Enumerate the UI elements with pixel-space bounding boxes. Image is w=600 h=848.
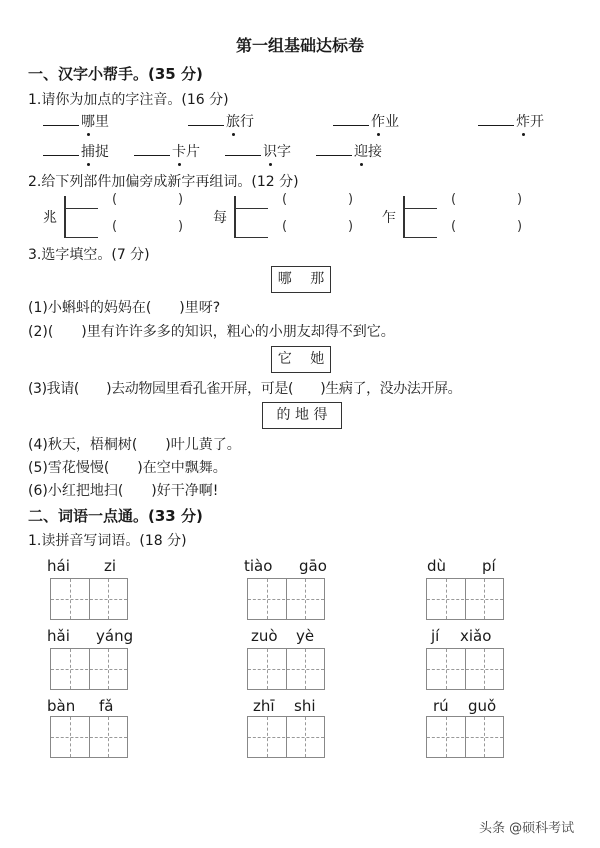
- answer-blank[interactable]: [236, 208, 268, 209]
- dotted-char: 旅: [226, 111, 240, 131]
- word-rest: 字: [277, 144, 291, 160]
- brace-icon: [403, 196, 405, 238]
- answer-blank[interactable]: [405, 208, 437, 209]
- watermark: 头条 @硕科考试: [479, 821, 575, 836]
- answer-blank[interactable]: [236, 237, 268, 238]
- q2-label: 2.给下列部件加偏旁成新字再组词。(12 分): [28, 174, 299, 190]
- word-rest: 业: [385, 114, 399, 130]
- part1-heading: 一、汉字小帮手。(35 分): [28, 65, 203, 83]
- paren-close: ): [178, 192, 184, 207]
- dotted-char: 捕: [81, 141, 95, 161]
- pinyin-item: [134, 141, 200, 161]
- sentence: (2)( )里有许许多多的知识，粗心的小朋友却得不到它。: [28, 324, 395, 340]
- answer-blank[interactable]: [66, 237, 98, 238]
- pinyin: bàn: [47, 697, 76, 715]
- pinyin: shi: [294, 697, 316, 715]
- dotted-char: 炸: [516, 111, 530, 131]
- sentence: (5)雪花慢慢( )在空中飘舞。: [28, 460, 227, 476]
- answer-blank[interactable]: [316, 141, 352, 156]
- radical-part: 兆: [43, 210, 57, 226]
- option-box: 的 地 得: [262, 402, 342, 429]
- word-rest: 开: [530, 114, 544, 130]
- sentence: (6)小红把地扫( )好干净啊!: [28, 483, 219, 499]
- writing-grid[interactable]: [247, 648, 325, 690]
- radical-part: 每: [213, 210, 227, 226]
- pinyin: zuò: [251, 627, 278, 645]
- pinyin: rú: [433, 697, 449, 715]
- q3-label: 3.选字填空。(7 分): [28, 247, 150, 263]
- answer-blank[interactable]: [405, 237, 437, 238]
- word-rest: 片: [186, 144, 200, 160]
- dotted-char: 识: [263, 141, 277, 161]
- pinyin: xiǎo: [460, 627, 492, 645]
- pinyin-item: [225, 141, 291, 161]
- pinyin: zi: [104, 557, 117, 575]
- brace-icon: [234, 196, 236, 238]
- pinyin-item: [43, 111, 109, 131]
- pinyin-item: [478, 111, 544, 131]
- paren-close: ): [348, 219, 354, 234]
- paren-close: ): [517, 219, 523, 234]
- answer-blank[interactable]: [478, 111, 514, 126]
- pinyin: fǎ: [99, 697, 114, 715]
- dotted-char: 迎: [354, 141, 368, 161]
- pinyin-item: [188, 111, 254, 131]
- word-rest: 行: [240, 114, 254, 130]
- writing-grid[interactable]: [50, 648, 128, 690]
- answer-blank[interactable]: [134, 141, 170, 156]
- dotted-char: 卡: [172, 141, 186, 161]
- paren-close: ): [178, 219, 184, 234]
- writing-grid[interactable]: [247, 716, 325, 758]
- writing-grid[interactable]: [247, 578, 325, 620]
- option-box: 它 她: [271, 346, 331, 373]
- word-rest: 捉: [95, 144, 109, 160]
- pinyin: pí: [482, 557, 496, 575]
- answer-blank[interactable]: [66, 208, 98, 209]
- pinyin-item: [333, 111, 399, 131]
- pinyin: hái: [47, 557, 70, 575]
- page-title: 第一组基础达标卷: [235, 36, 364, 55]
- pinyin: yè: [296, 627, 315, 645]
- brace-icon: [64, 196, 66, 238]
- answer-blank[interactable]: [188, 111, 224, 126]
- word-rest: 里: [95, 114, 109, 130]
- pinyin-item: [43, 141, 109, 161]
- dotted-char: 哪: [81, 111, 95, 131]
- q1-label: 1.请你为加点的字注音。(16 分): [28, 92, 229, 108]
- pinyin: gāo: [299, 557, 327, 575]
- sentence: (3)我请( )去动物园里看孔雀开屏，可是( )生病了，没办法开屏。: [28, 381, 462, 397]
- word-rest: 接: [368, 144, 382, 160]
- answer-blank[interactable]: [43, 141, 79, 156]
- pinyin: tiào: [244, 557, 273, 575]
- sentence: (4)秋天，梧桐树( )叶儿黄了。: [28, 437, 241, 453]
- writing-grid[interactable]: [50, 578, 128, 620]
- paren-open: (: [112, 192, 118, 207]
- pinyin: zhī: [253, 697, 275, 715]
- answer-blank[interactable]: [225, 141, 261, 156]
- pinyin: hǎi: [47, 627, 70, 645]
- pinyin: dù: [427, 557, 447, 575]
- writing-grid[interactable]: [426, 716, 504, 758]
- paren-open: (: [282, 219, 288, 234]
- pinyin: jí: [431, 627, 440, 645]
- pinyin-item: [316, 141, 382, 161]
- answer-blank[interactable]: [43, 111, 79, 126]
- writing-grid[interactable]: [426, 648, 504, 690]
- pinyin: yáng: [96, 627, 134, 645]
- paren-open: (: [282, 192, 288, 207]
- part2-heading: 二、词语一点通。(33 分): [28, 507, 203, 525]
- pinyin: guǒ: [468, 697, 497, 715]
- writing-grid[interactable]: [426, 578, 504, 620]
- paren-open: (: [451, 219, 457, 234]
- sentence: (1)小蝌蚪的妈妈在( )里呀?: [28, 300, 221, 316]
- option-box: 哪 那: [271, 266, 331, 293]
- paren-open: (: [451, 192, 457, 207]
- writing-grid[interactable]: [50, 716, 128, 758]
- answer-blank[interactable]: [333, 111, 369, 126]
- paren-close: ): [517, 192, 523, 207]
- radical-part: 乍: [382, 210, 396, 226]
- paren-close: ): [348, 192, 354, 207]
- paren-open: (: [112, 219, 118, 234]
- dotted-char: 作: [371, 111, 385, 131]
- part2-q1-label: 1.读拼音写词语。(18 分): [28, 533, 187, 549]
